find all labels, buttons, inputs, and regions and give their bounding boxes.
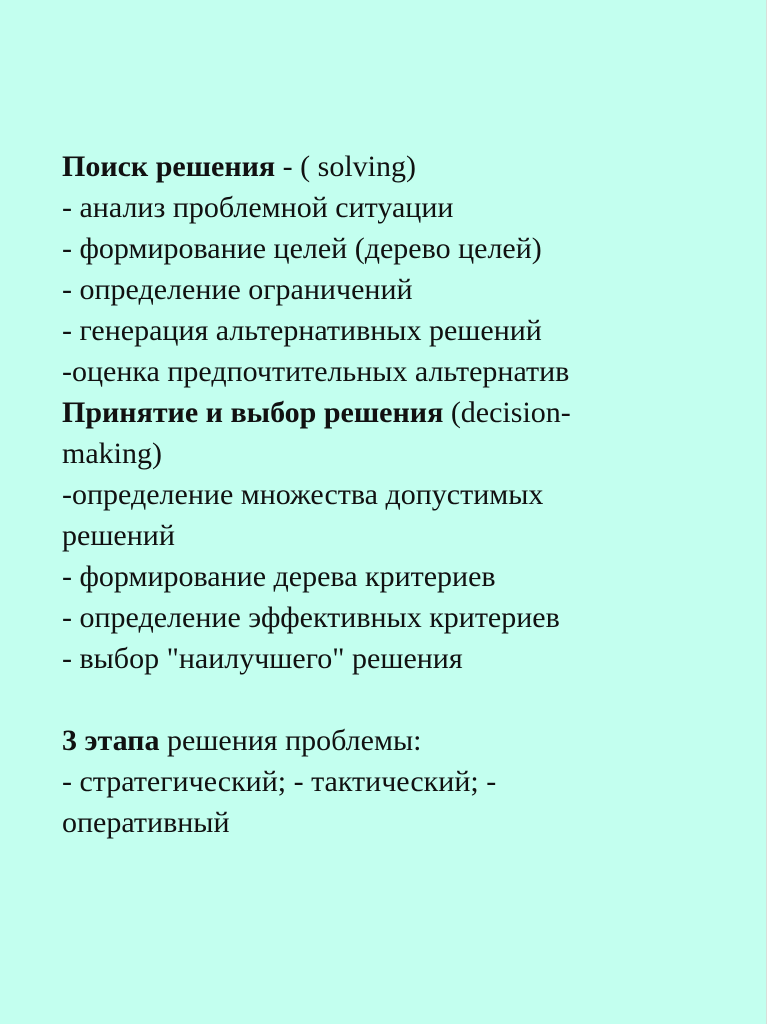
slide-content [62, 146, 702, 843]
decision-item-3: - определение эффективных критериев [62, 601, 560, 634]
search-heading-line [62, 146, 702, 187]
search-item-1: - анализ проблемной ситуации [62, 191, 454, 224]
blank-line [62, 679, 702, 720]
decision-heading-line [62, 392, 702, 433]
decision-heading: Принятие и выбор решения [62, 396, 444, 429]
stages-heading: 3 этапа [62, 724, 160, 757]
search-heading-suffix: - ( solving) [275, 150, 416, 183]
decision-item-1: -определение множества допустимых [62, 478, 544, 511]
search-item-5: -оценка предпочтительных альтернатив [62, 355, 570, 388]
decision-item-4: - выбор "наилучшего" решения [62, 642, 463, 675]
search-item-3: - определение ограничений [62, 273, 413, 306]
decision-heading-suffix: (decision- [443, 396, 571, 429]
decision-item-2: - формирование дерева критериев [62, 560, 496, 593]
stages-heading-line [62, 720, 702, 761]
stages-line-1: - стратегический; - тактический; - [62, 765, 497, 798]
decision-heading-continuation: making) [62, 437, 162, 470]
search-item-4: - генерация альтернативных решений [62, 314, 542, 347]
stages-heading-suffix: решения проблемы: [159, 724, 422, 757]
stages-line-2: оперативный [62, 806, 230, 839]
search-heading: Поиск решения [62, 150, 276, 183]
decision-item-1-continuation: решений [62, 519, 175, 552]
search-item-2: - формирование целей (дерево целей) [62, 232, 542, 265]
